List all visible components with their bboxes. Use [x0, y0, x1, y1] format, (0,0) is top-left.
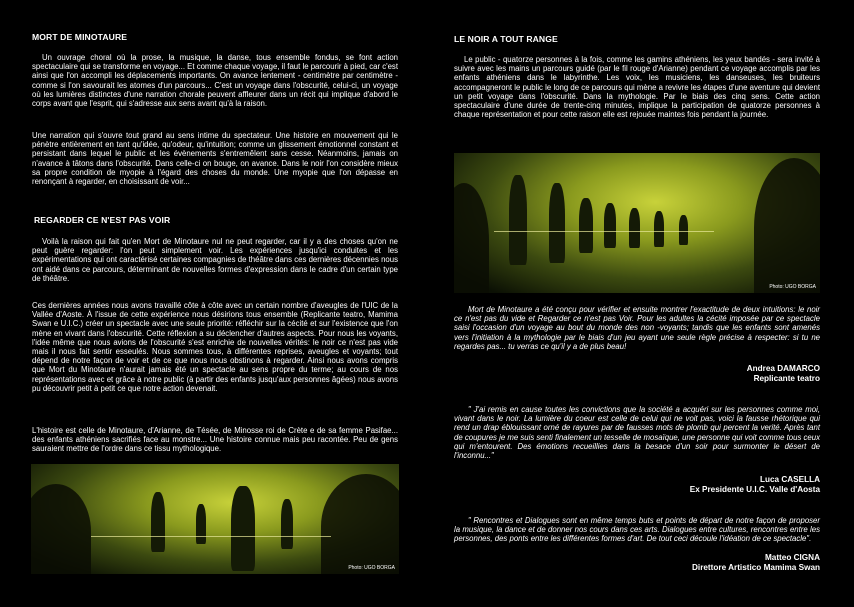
photo-credit-left: Photo: UGO BORGA [348, 565, 395, 571]
quote-cigna: " Rencontres et Dialogues sont en même temps buts et points de départ de notre façon de proposer la musique, la dance et de donner nos cours dans ces arts. Dialogues entre cultures, rencontres entre les personnes, des ponts entre les différentes formes d'art. De tout ceci découle l'idéation de ce spectacle". [454, 516, 820, 544]
heading-regarder: REGARDER CE N'EST PAS VOIR [34, 215, 171, 225]
signature-role: Ex Presidente U.I.C. Valle d'Aosta [689, 485, 820, 494]
signature-damarco [747, 364, 820, 384]
signature-role: Replicante teatro [753, 374, 820, 383]
paragraph-raison: Voilà la raison qui fait qu'en Mort de Minotaure nul ne peut regarder, car il y a des choses qu'on ne peut guère regarder: l'on peut simplement voir. Les expériences jusqu'ici conduites et les expérimentations qui ont caractérisé certaines compagnies de théâtre dans ces dernières décennies nous ont aidé dans ce parcours, déterminant de nouvelles formes d'expression dans le cadre d'un certain type de théâtre. [32, 237, 398, 283]
photo-tunnel-right [454, 153, 820, 293]
signature-name: Matteo CIGNA [764, 553, 820, 562]
signature-name: Luca CASELLA [759, 475, 820, 484]
quote-damarco: Mort de Minotaure a été conçu pour vérifier et ensuite montrer l'exactitude de deux intuitions: le noir ce n'est pas du vide et Regarder ce n'est pas Voir. Pour les adultes la cécité imposée par ce spectacle saisi l'occasion d'un voyage au bout du monde des non -voyants; tandis que les enfants sont amenés vers l'initiation à la mythologie par le biais d'un jeu ayant une seule règle précise à respecter: si tu ne regardes pas... tu verras ce qu'il y a de plus beau! [454, 305, 820, 351]
heading-mort-de-minotaure: MORT DE MINOTAURE [32, 32, 128, 42]
quote-casella: " J'ai remis en cause toutes les convictions que la société a acquéri sur les personnes comme moi, vivant dans le noir. La lumière du coeur est celle de celui qui ne voit pas, voici la fausse rhétorique qui rend un drap éblouissant orné de rayures par de fausses mots de plomb qui percent la verité. Après tant de coupures je me suis senti finalement un tesselle de mosaïque, une personne qui voit comme tous ceux qui m'entourent. Des émotions recueillies dans la besace d'un soir pour surmonter le désert de l'inconnu..." [454, 405, 820, 461]
paragraph-intro: Un ouvrage choral où la prose, la musique, la danse, tous ensemble fondus, se font action spectaculaire qui se transforme en voyage... Et comme chaque voyage, il faut le parcourir à pied, car c'est ainsi que l'on accompli les déplacements importants. On avance lentement - centimètre par centimètre - comme si l'on savourait les atomes d'un parcours... C'est un voyage dans l'obscurité, celui-ci, un voyage où les lumières distinctes d'une narration chorale peuvent affleurer dans un récit qui implique d'abord le corps avant que l'esprit, qui s'adresse aux sens avant qu'à la raison. [32, 53, 398, 109]
signature-name: Andrea DAMARCO [746, 364, 820, 373]
paragraph-histoire: L'histoire est celle de Minotaure, d'Arianne, de Tésée, de Minosse roi de Crète e de sa femme Pasifae... des enfants athéniens sacrifiés face au monstre... Une histoire connue mais peu racontée. Peu de gens sauraient mettre de l'ordre dans ce tissu mythologique. [32, 426, 398, 454]
signature-cigna [692, 553, 820, 573]
paragraph-experience: Ces dernières années nous avons travaillé côte à côte avec un certain nombre d'aveugles de l'UIC de la Vallée d'Aoste. À l'issue de cette expérience nous désirions tous ensemble (Replicante teatro, Mamima Swan e U.I.C.) créer un spectacle avec une seule priorité: réfléchir sur la cécité et sur l'existence que l'on mène en vivant dans l'obscurité. Cette réflexion a su déclencher d'autres aspects. Pour nous les voyants, l'idée même que nous avions de l'obscurité s'est enrichie de nouvelles vérités: le noir ce n'est pas vide mais il nous fait sentir esseulés. Nous sommes tous, à différentes reprises, aveugles et voyants; tout dépend de notre façon de voir et de ce que nous nous obstinons à regarder. Ainsi nous avons compris que Mort du Minotaure n'aurait jamais été un spectacle au sens propre du terme; au cours de nos représentations avec et grâce à notre public (à partir des enfants jusqu'aux personnes âgées) nous avons pu découvrir petit à petit ce que notre action devenait. [32, 301, 398, 393]
signature-role: Direttore Artistico Mamima Swan [692, 563, 820, 572]
paragraph-narration: Une narration qui s'ouvre tout grand au sens intime du spectateur. Une histoire en mouvement qui le pénètre entièrement en tant qu'idée, qu'odeur, qu'intuition; comme un glissement émotionnel constant et persistant dans lequel le public et les évènements s'entremêlent sans cesse. Néanmoins, jamais on n'avance à tâtons dans l'obscurité. Dans celle-ci on bouge, on avance. Dans le noir l'on considère mieux sa propre condition de myopie à l'égard des choses du monde. Une myopie que l'on dépasse en renonçant à regarder, en choisissant de voir... [32, 131, 398, 187]
photo-tunnel-left [31, 464, 399, 574]
paragraph-public: Le public - quatorze personnes à la fois, comme les gamins athéniens, les yeux bandés - sera invité à suivre avec les mains un parcours guidé (par le fil rouge d'Arianne) pendant ce voyage accomplis par les enfants athéniens dans le labyrinthe. Les voix, les musiciens, les danseuses, les bruiteurs accompagneront le public le long de ce parcours qui mène a revivre les étapes d'une aventure qui devient un petit voyage dans l'obscurité. Dans la mythologie. Par le biais des cinq sens. Cette action spectaculaire d'une durée de trente-cinq minutes, implique la participation de quatorze personnes à chaque représentation et pour cette raison elle est rejouée maintes fois pendant la journée. [454, 55, 820, 120]
heading-le-noir: LE NOIR A TOUT RANGE [454, 34, 558, 44]
signature-casella [690, 475, 820, 495]
photo-credit-right: Photo: UGO BORGA [769, 284, 816, 290]
